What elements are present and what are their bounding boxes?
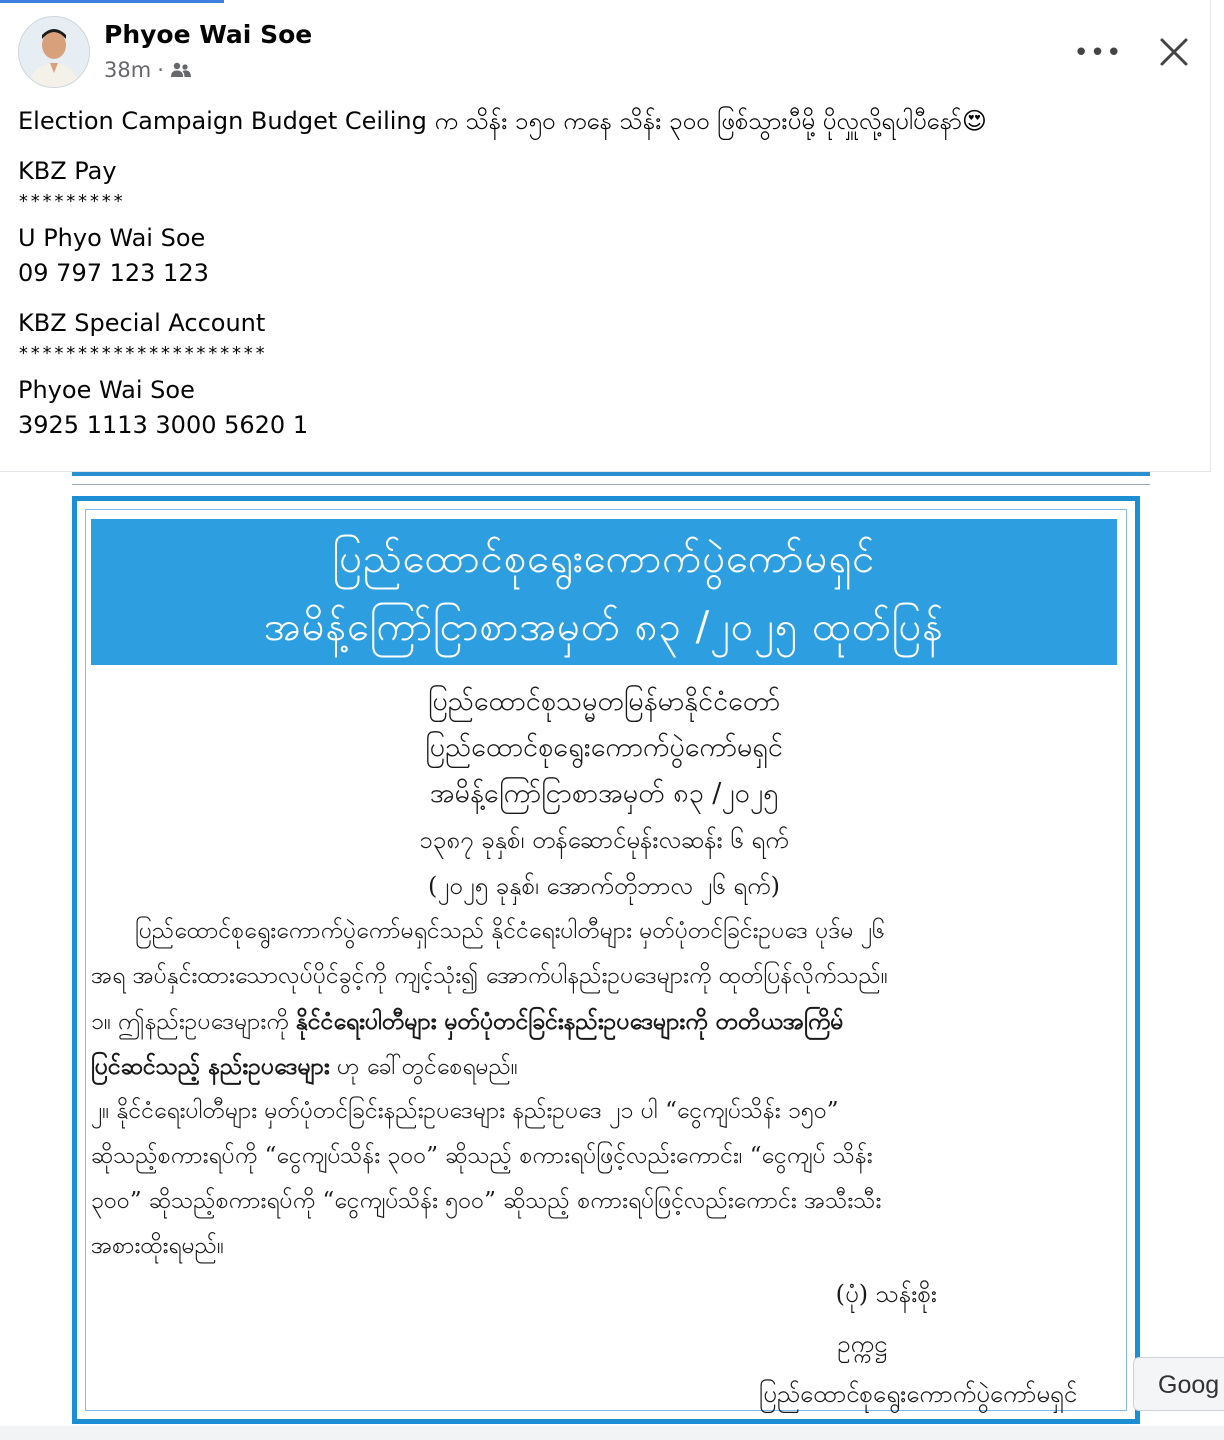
bottom-strip: [0, 1426, 1224, 1440]
close-button[interactable]: [1152, 30, 1196, 74]
para2-line1-a: ၁။ ဤနည်းဥပဒေများကို: [91, 1009, 297, 1035]
more-options-button[interactable]: •••: [1073, 38, 1123, 68]
post-line-account-number: 3925 1113 3000 5620 1: [18, 411, 309, 439]
announcement-date-2: (၂၀၂၅ ခုနှစ်၊ အောက်တိုဘာလ ၂၆ ရက်): [428, 872, 780, 900]
post-caption: Election Campaign Budget Ceiling က သိန်း ၁၅၀ ကနေ သိန်း ၃၀၀ ဖြစ်သွားပီမို့ ပိုလှူလို့ရပါပီနော်😍: [18, 107, 987, 135]
para1-line1: ပြည်ထောင်စုရွေးကောက်ပွဲကော်မရှင်သည် နိုင်ငံရေးပါတီများ မှတ်ပုံတင်ခြင်းဥပဒေ ပုဒ်မ ၂၆: [135, 918, 886, 944]
para2-line1-b: နိုင်ငံရေးပါတီများ မှတ်ပုံတင်ခြင်းနည်းဥပဒေများကို တတိယအကြိမ်: [296, 1008, 844, 1035]
close-icon: [1152, 30, 1196, 74]
para3-line1: ၂။ နိုင်ငံရေးပါတီများ မှတ်ပုံတင်ခြင်းနည်းဥပဒေများ နည်းဥပဒေ ၂၁ ပါ “ငွေကျပ်သိန်း ၁၅၀”: [91, 1098, 839, 1124]
post-header: [18, 16, 1224, 88]
para3-line4: အစားထိုးရမည်။: [91, 1233, 224, 1259]
para2-line2-a: ပြင်ဆင်သည့် နည်းဥပဒေများ: [91, 1053, 330, 1080]
para2-line1: [91, 999, 1117, 1044]
post-meta: [104, 58, 192, 82]
author-name[interactable]: Phyoe Wai Soe: [104, 20, 313, 49]
announcement-body: [91, 679, 1117, 1419]
post-line-phone: 09 797 123 123: [18, 259, 209, 287]
post-line-kbz-pay: KBZ Pay: [18, 157, 117, 185]
para3-line3: ၃၀၀” ဆိုသည့်စကားရပ်ကို “ငွေကျပ်သိန်း ၅၀၀” ဆိုသည့် စကားရပ်ဖြင့်လည်းကောင်း အသီးသီး: [91, 1188, 882, 1214]
post-line-masked: *********: [18, 191, 125, 212]
card-border: [1210, 0, 1211, 472]
friends-audience-icon[interactable]: [170, 62, 192, 78]
banner-subtitle: အမိန့်ကြော်ငြာစာအမှတ် ၈၃ /၂၀၂၅ ထုတ်ပြန်: [263, 604, 944, 650]
post-line-masked-2: *********************: [18, 343, 267, 364]
meta-separator: ·: [157, 58, 164, 82]
banner-title: ပြည်ထောင်စုရွေးကောက်ပွဲကော်မရှင်: [332, 536, 876, 582]
announcement-head-1: ပြည်ထောင်စုသမ္မတမြန်မာနိုင်ငံတော်: [427, 686, 781, 717]
translate-tab[interactable]: Goog: [1133, 1357, 1224, 1411]
para2-line2: [91, 1044, 1117, 1089]
signature-name: (ပုံ) သန်းစိုး: [835, 1280, 937, 1308]
para2-line2-b: ဟု ခေါ်တွင်စေရမည်။: [329, 1054, 518, 1080]
post-line-account-name: U Phyo Wai Soe: [18, 224, 206, 252]
avatar-portrait-icon: [19, 17, 89, 87]
image-top-rule: [72, 472, 1150, 476]
post-text: [18, 104, 1198, 443]
para1-line2: အရ အပ်နှင်းထားသောလုပ်ပိုင်ခွင့်ကို ကျင့်သုံး၍ အောက်ပါနည်းဥပဒေများကို ထုတ်ပြန်လိုက်သည်။: [91, 963, 888, 989]
avatar[interactable]: [18, 16, 90, 88]
announcement-head-3: အမိန့်ကြော်ငြာစာအမှတ် ၈၃ /၂၀၂၅: [429, 778, 779, 809]
post-image-announcement[interactable]: [72, 496, 1140, 1424]
post-line-account-holder: Phyoe Wai Soe: [18, 376, 195, 404]
signature-title: ဥက္ကဋ္ဌ: [837, 1330, 887, 1358]
para3-line2: ဆိုသည့်စကားရပ်ကို “ငွေကျပ်သိန်း ၃၀၀” ဆိုသည့် စကားရပ်ဖြင့်လည်းကောင်း၊ “ငွေကျပ် သိန်း: [91, 1143, 873, 1169]
signature-org: ပြည်ထောင်စုရွေးကောက်ပွဲကော်မရှင်: [759, 1380, 1077, 1408]
announcement-head-2: ပြည်ထောင်စုရွေးကောက်ပွဲကော်မရှင်: [425, 732, 783, 763]
announcement-banner: [91, 519, 1117, 665]
image-top-rule-thin: [72, 484, 1150, 485]
top-progress-line: [0, 0, 224, 3]
post-time[interactable]: 38m: [104, 58, 152, 82]
post-line-special-account: KBZ Special Account: [18, 309, 266, 337]
announcement-date-1: ၁၃၈၇ ခုနှစ်၊ တန်ဆောင်မုန်းလဆန်း ၆ ရက်: [419, 826, 789, 854]
